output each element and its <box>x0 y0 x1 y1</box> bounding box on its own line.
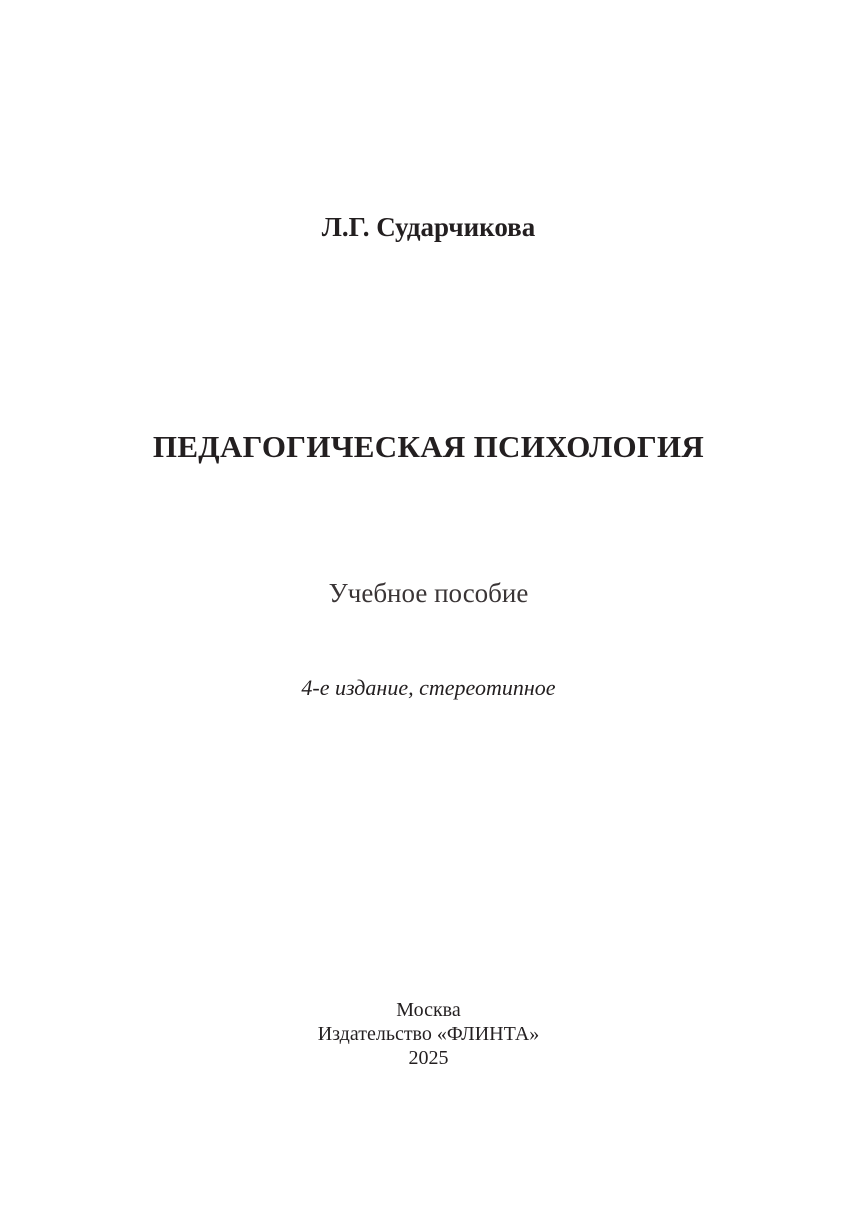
imprint-city: Москва <box>396 999 461 1021</box>
book-title: ПЕДАГОГИЧЕСКАЯ ПСИХОЛОГИЯ <box>152 429 705 464</box>
edition-note: 4-е издание, стереотипное <box>301 675 556 700</box>
imprint-year: 2025 <box>408 1047 449 1069</box>
imprint-publisher: Издательство «ФЛИНТА» <box>317 1023 540 1045</box>
author-name: Л.Г. Сударчикова <box>321 212 536 242</box>
book-subtitle: Учебное пособие <box>328 578 529 608</box>
imprint-block <box>0 998 857 1070</box>
